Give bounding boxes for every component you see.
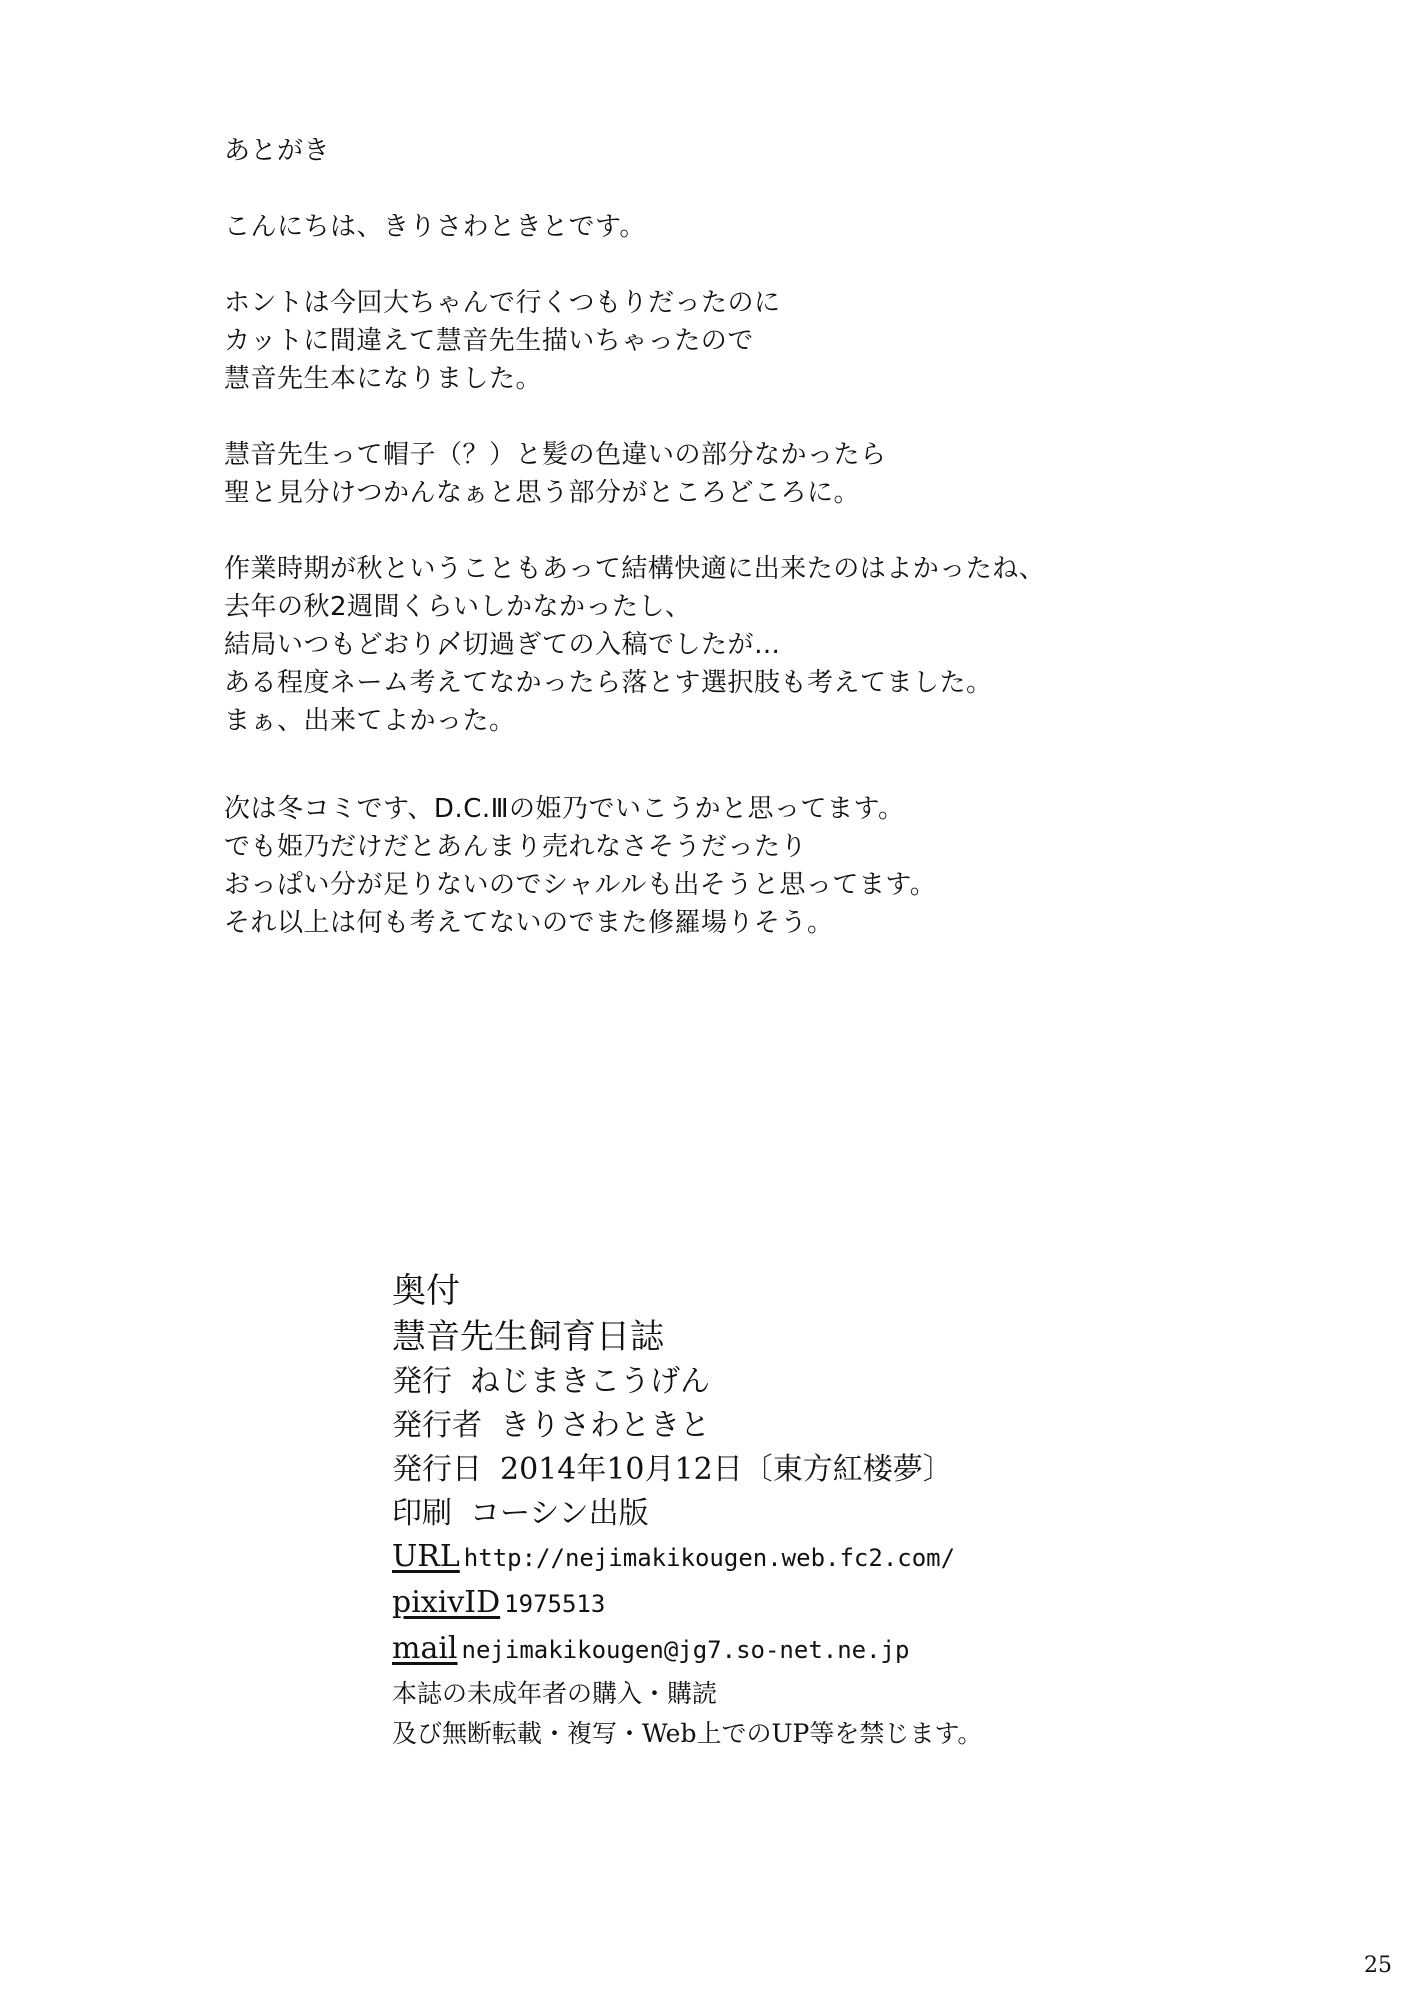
afterword-greeting: こんにちは、きりさわときとです。	[224, 212, 646, 242]
publisher-value: ねじまきこうげん	[470, 1364, 710, 1399]
afterword-line: カットに間違えて慧音先生描いちゃったので	[224, 326, 754, 356]
url-label: URL	[392, 1539, 460, 1574]
mail-row	[392, 1628, 1372, 1674]
afterword-line: 聖と見分けつかんなぁと思う部分がところどころに。	[224, 478, 861, 508]
afterword-line: 慧音先生って帽子（？）と髪の色違いの部分なかったら	[224, 440, 887, 470]
author-row	[392, 1404, 1372, 1448]
mail-value: nejimakikougen@jg7.so-net.ne.jp	[461, 1636, 910, 1664]
afterword-paragraph-4	[224, 790, 1324, 942]
afterword-heading: あとがき	[224, 136, 331, 166]
book-title: 慧音先生飼育日誌	[392, 1317, 664, 1357]
afterword-line: おっぱい分が足りないのでシャルルも出そうと思ってます。	[224, 870, 937, 900]
afterword-line: ある程度ネーム考えてなかったら落とす選択肢も考えてました。	[224, 668, 993, 698]
afterword-line: 次は冬コミです、D.C.Ⅲの姫乃でいこうかと思ってます。	[224, 794, 905, 824]
date-label: 発行日	[392, 1452, 482, 1487]
pixiv-value: 1975513	[504, 1590, 606, 1618]
notice-line-2: 及び無断転載・複写・Web上でのUP等を禁じます。	[392, 1719, 983, 1748]
author-value: きりさわときと	[500, 1408, 710, 1443]
pixiv-label: pixivID	[392, 1585, 501, 1620]
colophon-heading: 奥付	[392, 1271, 460, 1311]
author-label: 発行者	[392, 1408, 482, 1443]
printer-label: 印刷	[392, 1496, 452, 1531]
afterword-line: ホントは今回大ちゃんで行くつもりだったのに	[224, 288, 781, 318]
url-value: http://nejimakikougen.web.fc2.com/	[463, 1544, 956, 1572]
url-row	[392, 1536, 1372, 1582]
publisher-label: 発行	[392, 1364, 452, 1399]
mail-label: mail	[392, 1631, 458, 1666]
afterword-paragraph-1	[224, 284, 1324, 398]
pixiv-row	[392, 1582, 1372, 1628]
afterword-line: 慧音先生本になりました。	[224, 364, 543, 394]
afterword-line: でも姫乃だけだとあんまり売れなさそうだったり	[224, 832, 808, 862]
afterword-line: 去年の秋2週間くらいしかなかったし、	[224, 592, 692, 622]
publisher-row	[392, 1360, 1372, 1404]
printer-value: コーシン出版	[470, 1496, 649, 1531]
page-number: 25	[1364, 1953, 1392, 1978]
afterword-line: まぁ、出来てよかった。	[224, 706, 516, 736]
afterword-paragraph-2	[224, 436, 1324, 512]
date-value: 2014年10月12日〔東方紅楼夢〕	[500, 1452, 953, 1487]
afterword	[224, 132, 1324, 980]
printer-row	[392, 1492, 1372, 1536]
date-row	[392, 1448, 1372, 1492]
afterword-paragraph-3	[224, 550, 1324, 740]
colophon	[392, 1268, 1372, 1754]
afterword-line: それ以上は何も考えてないのでまた修羅場りそう。	[224, 908, 834, 938]
notice-line-1: 本誌の未成年者の購入・購読	[392, 1679, 718, 1708]
afterword-line: 作業時期が秋ということもあって結構快適に出来たのはよかったね、	[224, 554, 1046, 584]
afterword-line: 結局いつもどおり〆切過ぎての入稿でしたが…	[224, 630, 781, 660]
